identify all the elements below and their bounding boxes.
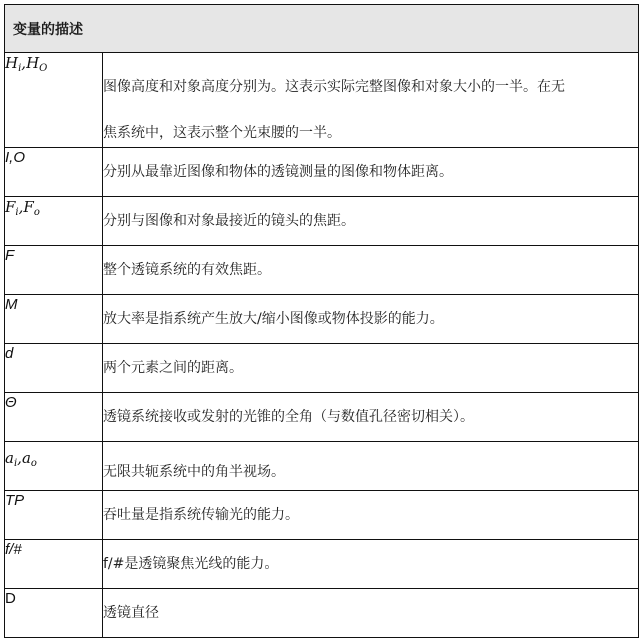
symbol-cell: D xyxy=(5,589,103,638)
symbol-cell: F xyxy=(5,246,103,295)
symbol-cell: Θ xyxy=(5,393,103,442)
description-cell: 整个透镜系统的有效焦距。 xyxy=(103,246,639,295)
variables-table xyxy=(4,4,639,638)
table-row xyxy=(5,148,639,197)
table-row xyxy=(5,197,639,246)
description-line: 焦系统中，这表示整个光束腰的一半。 xyxy=(103,125,341,141)
table-row xyxy=(5,344,639,393)
table-header-row xyxy=(5,5,639,53)
symbol-cell: $H_i,H_O$ xyxy=(5,53,103,148)
description-cell: 吞吐量是指系统传输光的能力。 xyxy=(103,491,639,540)
table-row xyxy=(5,540,639,589)
description-cell: f/#是透镜聚焦光线的能力。 xyxy=(103,540,639,589)
description-cell: 分别与图像和对象最接近的镜头的焦距。 xyxy=(103,197,639,246)
description-cell: 两个元素之间的距离。 xyxy=(103,344,639,393)
table-row xyxy=(5,589,639,638)
description-cell xyxy=(103,53,639,148)
description-cell: 分别从最靠近图像和物体的透镜测量的图像和物体距离。 xyxy=(103,148,639,197)
description-cell: 无限共轭系统中的角半视场。 xyxy=(103,442,639,491)
table-row xyxy=(5,442,639,491)
symbol-cell: I,O xyxy=(5,148,103,197)
symbol-cell: $F_i,F_o$ xyxy=(5,197,103,246)
table-header: 变量的描述 xyxy=(5,5,639,53)
description-cell: 透镜直径 xyxy=(103,589,639,638)
table-row xyxy=(5,53,639,148)
table-row xyxy=(5,393,639,442)
table-row xyxy=(5,491,639,540)
description-line: 图像高度和对象高度分别为。这表示实际完整图像和对象大小的一半。在无 xyxy=(103,79,565,95)
description-cell: 透镜系统接收或发射的光锥的全角（与数值孔径密切相关）。 xyxy=(103,393,639,442)
symbol-cell: f/# xyxy=(5,540,103,589)
symbol-cell: TP xyxy=(5,491,103,540)
symbol-cell: d xyxy=(5,344,103,393)
table-row xyxy=(5,295,639,344)
table-row xyxy=(5,246,639,295)
description-cell: 放大率是指系统产生放大/缩小图像或物体投影的能力。 xyxy=(103,295,639,344)
symbol-cell: M xyxy=(5,295,103,344)
symbol-cell: $a_i,a_o$ xyxy=(5,442,103,491)
